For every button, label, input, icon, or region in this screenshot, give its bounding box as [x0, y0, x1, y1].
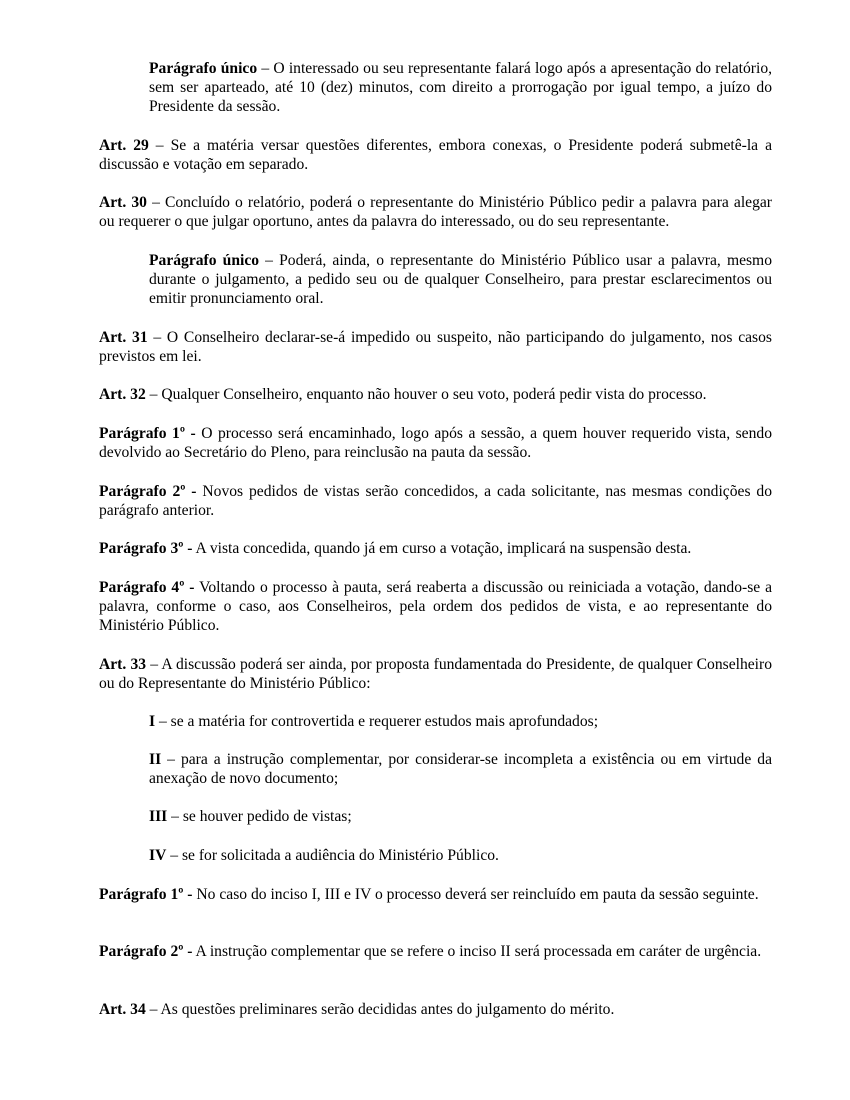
art-30: Art. 30 – Concluído o relatório, poderá o representante do Ministério Público pedir a palavra para alegar ou requerer o que julgar oportuno, antes da palavra do interessado, ou do seu representante. [99, 194, 773, 230]
block-label: Art. 33 [99, 656, 147, 673]
block-label: Parágrafo 1º - [99, 886, 193, 903]
block-label: III [149, 808, 168, 825]
art33-paragrafo-2 [99, 942, 772, 961]
block-text: para a instrução complementar, por considerar-se incompleta a existência ou em virtude da anexação de novo documento; [149, 751, 772, 787]
block-label: Art. 29 [99, 137, 149, 154]
block-label: Art. 30 [99, 194, 147, 211]
block-text: A instrução complementar que se refere o inciso II será processada em caráter de urgência. [195, 943, 762, 960]
block-text: As questões preliminares serão decididas antes do julgamento do mérito. [160, 1001, 615, 1018]
block-label: Parágrafo 2º - [99, 943, 193, 960]
art-31: Art. 31 – O Conselheiro declarar-se-á impedido ou suspeito, não participando do julgamento, nos casos previstos em lei. [99, 329, 772, 365]
block-text: O processo será encaminhado, logo após a sessão, a quem houver requerido vista, sendo devolvido ao Secretário do Pleno, para reinclusão na pauta da sessão. [99, 425, 772, 461]
block-text: A vista concedida, quando já em curso a votação, implicará na suspensão desta. [195, 540, 692, 557]
art28-paragrafo-unico: Parágrafo único – O interessado ou seu representante falará logo após a apresentação do relatório, sem ser aparteado, até 10 (dez) minutos, com direito a prorrogação por igual tempo, a juízo do Presidente da sessão. [149, 60, 773, 115]
block-label: I [149, 713, 156, 730]
block-text: se a matéria for controvertida e requerer estudos mais aprofundados; [170, 713, 599, 730]
block-text: O Conselheiro declarar-se-á impedido ou suspeito, não participando do julgamento, nos casos previstos em lei. [99, 329, 772, 365]
block-text: Novos pedidos de vistas serão concedidos, a cada solicitante, nas mesmas condições do parágrafo anterior. [99, 483, 773, 519]
art32-paragrafo-3 [99, 539, 772, 558]
block-text: O interessado ou seu representante falará logo após a apresentação do relatório, sem ser aparteado, até 10 (dez) minutos, com direito a prorrogação por igual tempo, a juízo do Presidente da sessão. [149, 60, 773, 115]
block-text: Qualquer Conselheiro, enquanto não houver o seu voto, poderá pedir vista do processo. [161, 386, 707, 403]
block-text: No caso do inciso I, III e IV o processo deverá ser reincluído em pauta da sessão seguinte. [196, 886, 759, 903]
block-label: Parágrafo único [149, 60, 258, 77]
block-text: se houver pedido de vistas; [182, 808, 352, 825]
block-text: Poderá, ainda, o representante do Ministério Público usar a palavra, mesmo durante o julgamento, a pedido seu ou de qualquer Conselheiro, para prestar esclarecimentos ou emitir pronunciamento oral. [149, 252, 772, 307]
block-label: II [149, 751, 162, 768]
block-label: Parágrafo 3º - [99, 540, 193, 557]
art-29: Art. 29 – Se a matéria versar questões diferentes, embora conexas, o Presidente poderá submetê-la a discussão e votação em separado. [99, 137, 772, 173]
art33-inciso-iii: III – se houver pedido de vistas; [149, 808, 352, 825]
block-label: IV [149, 847, 167, 864]
art-34: Art. 34 – As questões preliminares serão decididas antes do julgamento do mérito. [99, 1001, 615, 1018]
block-text: Concluído o relatório, poderá o representante do Ministério Público pedir a palavra para alegar ou requerer o que julgar oportuno, antes da palavra do interessado, ou do seu representante. [99, 194, 773, 230]
block-label: Parágrafo 2º - [99, 483, 197, 500]
block-label: Art. 34 [99, 1001, 146, 1018]
block-text: Voltando o processo à pauta, será reaberta a discussão ou reiniciada a votação, dando-se a palavra, conforme o caso, aos Conselheiros, pela ordem dos pedidos de vista, e ao representante do Ministério Público. [99, 579, 772, 634]
block-label: Parágrafo 1º - [99, 425, 196, 442]
art32-paragrafo-4 [99, 578, 772, 635]
art33-inciso-iv: IV – se for solicitada a audiência do Ministério Público. [149, 847, 499, 864]
block-label: Parágrafo único [149, 252, 260, 269]
art32-paragrafo-2 [99, 482, 772, 520]
block-text: A discussão poderá ser ainda, por proposta fundamentada do Presidente, de qualquer Conselheiro ou do Representante do Ministério Público: [99, 656, 772, 692]
block-text: se for solicitada a audiência do Ministério Público. [181, 847, 499, 864]
art32-paragrafo-1 [99, 424, 772, 462]
art33-paragrafo-1 [99, 885, 772, 904]
art-32: Art. 32 – Qualquer Conselheiro, enquanto não houver o seu voto, poderá pedir vista do processo. [99, 386, 707, 403]
art-33: Art. 33 – A discussão poderá ser ainda, por proposta fundamentada do Presidente, de qualquer Conselheiro ou do Representante do Ministério Público: [99, 656, 772, 692]
block-label: Art. 32 [99, 386, 146, 403]
block-label: Art. 31 [99, 329, 148, 346]
block-label: Parágrafo 4º - [99, 579, 195, 596]
art33-inciso-ii: II – para a instrução complementar, por considerar-se incompleta a existência ou em virtude da anexação de novo documento; [149, 751, 772, 787]
art30-paragrafo-unico: Parágrafo único – Poderá, ainda, o representante do Ministério Público usar a palavra, mesmo durante o julgamento, a pedido seu ou de qualquer Conselheiro, para prestar esclarecimentos ou emitir pronunciamento oral. [149, 252, 772, 307]
art33-inciso-i: I – se a matéria for controvertida e requerer estudos mais aprofundados; [149, 713, 599, 730]
block-text: Se a matéria versar questões diferentes, embora conexas, o Presidente poderá submetê-la a discussão e votação em separado. [99, 137, 772, 173]
